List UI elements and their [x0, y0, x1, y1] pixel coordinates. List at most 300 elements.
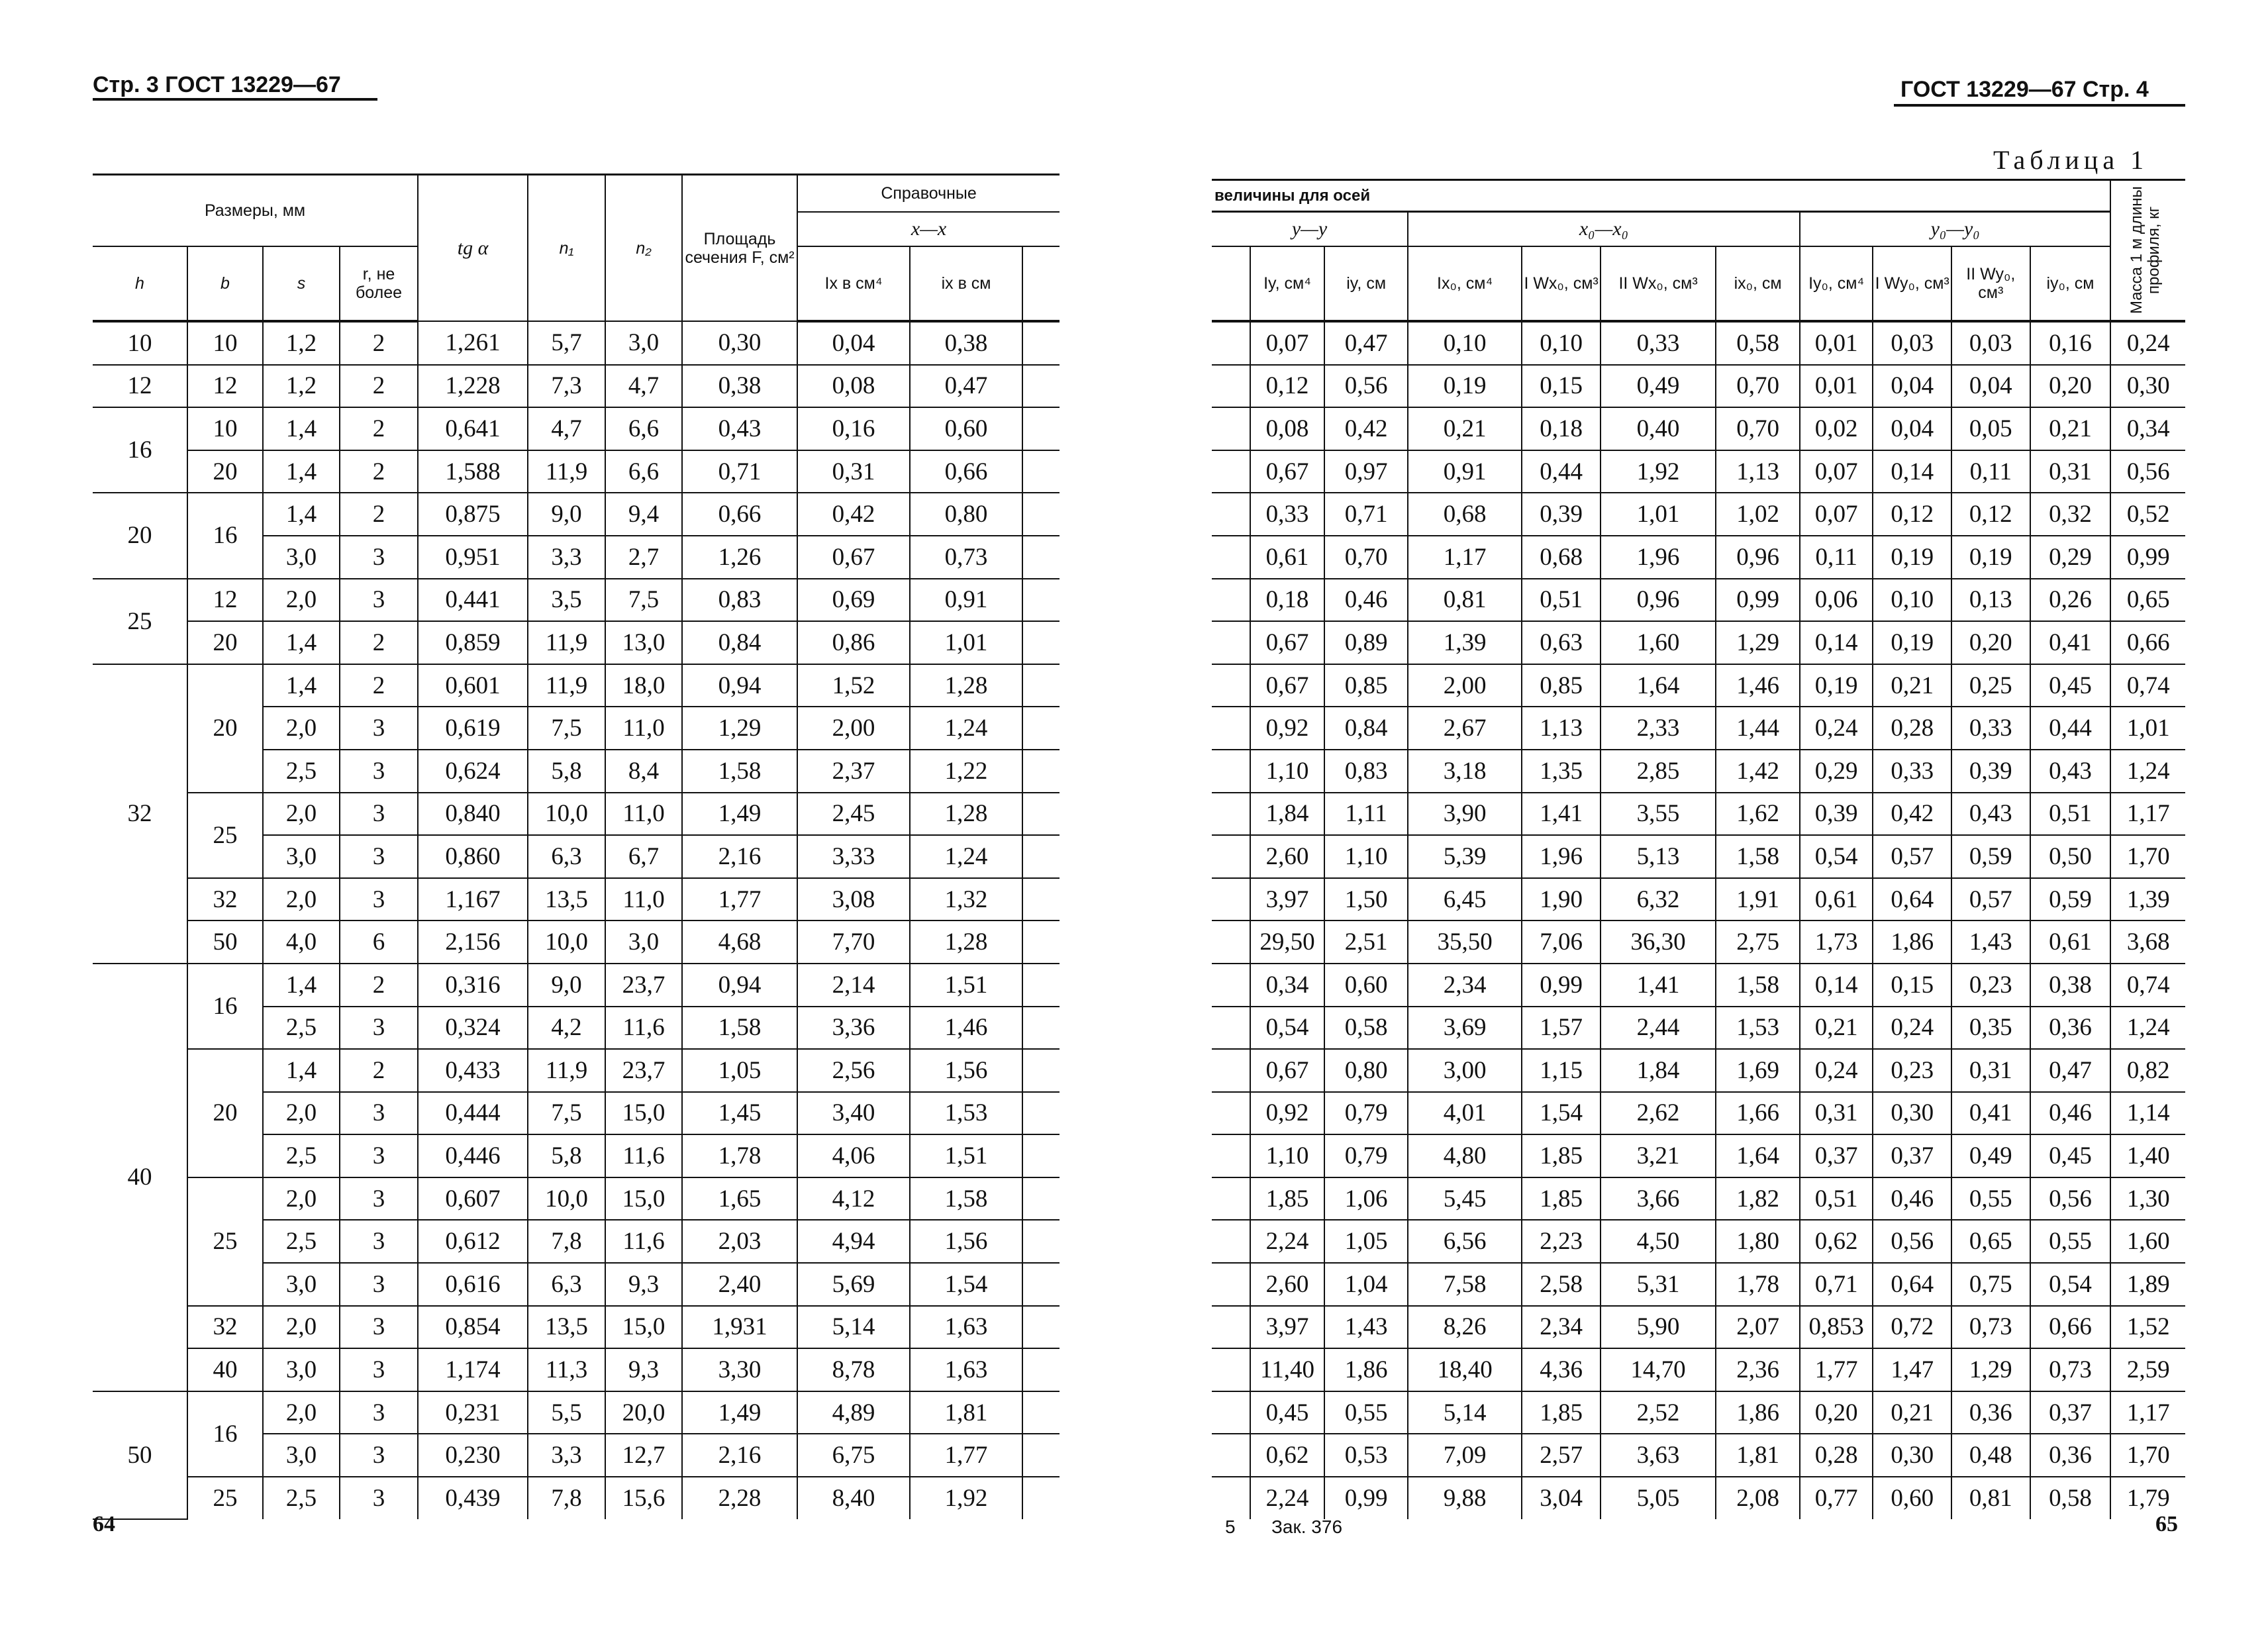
table-row	[1212, 407, 2185, 450]
cell-area: 0,66	[682, 493, 797, 536]
cell-ix0: 1,82	[1716, 1177, 1800, 1220]
cell-tga: 0,231	[418, 1391, 528, 1434]
cell-Ix: 0,16	[797, 407, 910, 450]
cell-blank	[1212, 493, 1250, 536]
table-row	[93, 964, 1060, 1007]
cell-r: 3	[340, 1348, 418, 1391]
table-row	[93, 321, 1060, 365]
table-row	[1212, 536, 2185, 579]
cell-tga: 0,607	[418, 1177, 528, 1220]
cell-iy: 0,53	[1324, 1434, 1408, 1477]
header-Wy0-I: I Wy₀, см³	[1873, 246, 1951, 321]
table-row	[93, 579, 1060, 622]
cell-s: 1,2	[263, 365, 340, 408]
cell-Ix: 5,14	[797, 1306, 910, 1349]
cell-blank	[1212, 1434, 1250, 1477]
cell-iy0: 0,55	[2030, 1220, 2111, 1263]
cell-Ix0: 5,45	[1408, 1177, 1522, 1220]
table-row	[1212, 1348, 2185, 1391]
cell-Ix: 4,94	[797, 1220, 910, 1263]
cell-mass: 0,74	[2110, 964, 2185, 1007]
cell-s: 2,0	[263, 1306, 340, 1349]
cell-iy0: 0,26	[2030, 579, 2111, 622]
cell-Ix0: 18,40	[1408, 1348, 1522, 1391]
table-row	[1212, 964, 2185, 1007]
cell-Wx0-I: 1,35	[1522, 750, 1601, 793]
header-h: h	[93, 246, 187, 321]
cell-Wy0-I: 0,23	[1873, 1049, 1951, 1092]
cell-Wy0-I: 0,30	[1873, 1434, 1951, 1477]
cell-Wy0-II: 0,19	[1951, 536, 2030, 579]
table-row	[93, 493, 1060, 536]
cell-s: 1,4	[263, 664, 340, 707]
cell-blank	[1212, 450, 1250, 493]
cell-Iy0: 0,14	[1800, 964, 1873, 1007]
table-row	[1212, 1220, 2185, 1263]
header-blank	[1022, 246, 1060, 321]
cell-Wy0-II: 0,59	[1951, 835, 2030, 878]
cell-Wy0-II: 0,12	[1951, 493, 2030, 536]
cell-h: 20	[93, 493, 187, 578]
cell-iy: 1,11	[1324, 793, 1408, 836]
cell-tga: 0,859	[418, 621, 528, 664]
cell-Ix: 3,40	[797, 1092, 910, 1135]
cell-b: 16	[187, 493, 263, 578]
cell-n1: 3,3	[528, 536, 605, 579]
cell-iy: 0,71	[1324, 493, 1408, 536]
cell-area: 2,16	[682, 1434, 797, 1477]
table-row	[93, 1049, 1060, 1092]
cell-Wy0-I: 0,28	[1873, 707, 1951, 750]
header-ix0: ix₀, см	[1716, 246, 1800, 321]
cell-iy: 0,97	[1324, 450, 1408, 493]
cell-Ix: 4,89	[797, 1391, 910, 1434]
cell-iy0: 0,21	[2030, 407, 2111, 450]
cell-iy0: 0,73	[2030, 1348, 2111, 1391]
cell-ix: 0,73	[910, 536, 1022, 579]
cell-area: 3,30	[682, 1348, 797, 1391]
cell-Iy0: 0,02	[1800, 407, 1873, 450]
cell-iy: 0,85	[1324, 664, 1408, 707]
cell-ix0: 1,78	[1716, 1263, 1800, 1306]
left-page-header: Стр. 3 ГОСТ 13229—67	[93, 72, 341, 97]
cell-iy: 0,79	[1324, 1092, 1408, 1135]
cell-iy0: 0,47	[2030, 1049, 2111, 1092]
cell-tga: 1,167	[418, 878, 528, 921]
cell-Wy0-I: 0,03	[1873, 321, 1951, 365]
cell-s: 2,0	[263, 1092, 340, 1135]
table-row	[1212, 1434, 2185, 1477]
header-y0y0-axis: y₀—y₀	[1800, 212, 2110, 247]
cell-blank	[1212, 1391, 1250, 1434]
cell-blank	[1022, 835, 1060, 878]
cell-Ix0: 0,10	[1408, 321, 1522, 365]
cell-Ix: 1,52	[797, 664, 910, 707]
cell-ix: 1,01	[910, 621, 1022, 664]
cell-iy0: 0,50	[2030, 835, 2111, 878]
cell-iy0: 0,56	[2030, 1177, 2111, 1220]
cell-n2: 15,0	[605, 1177, 682, 1220]
cell-area: 1,29	[682, 707, 797, 750]
cell-blank	[1212, 1007, 1250, 1050]
cell-ix: 1,63	[910, 1348, 1022, 1391]
cell-Wy0-II: 0,11	[1951, 450, 2030, 493]
cell-n2: 13,0	[605, 621, 682, 664]
cell-n2: 11,0	[605, 707, 682, 750]
cell-ix0: 1,86	[1716, 1391, 1800, 1434]
cell-n1: 7,3	[528, 365, 605, 408]
cell-area: 0,84	[682, 621, 797, 664]
table-row	[93, 793, 1060, 836]
cell-r: 3	[340, 536, 418, 579]
table-caption: Таблица 1	[1993, 145, 2149, 175]
cell-Iy: 2,24	[1250, 1220, 1325, 1263]
cell-Wx0-I: 3,04	[1522, 1477, 1601, 1519]
cell-mass: 0,66	[2110, 621, 2185, 664]
cell-h: 50	[93, 1391, 187, 1519]
cell-iy0: 0,38	[2030, 964, 2111, 1007]
table-row	[1212, 579, 2185, 622]
cell-blank	[1022, 921, 1060, 964]
cell-iy0: 0,58	[2030, 1477, 2111, 1519]
cell-blank	[1022, 1306, 1060, 1349]
table-row	[1212, 750, 2185, 793]
cell-iy: 1,43	[1324, 1306, 1408, 1349]
cell-h: 25	[93, 579, 187, 664]
cell-Ix0: 0,81	[1408, 579, 1522, 622]
cell-ix0: 0,96	[1716, 536, 1800, 579]
cell-Wy0-II: 0,39	[1951, 750, 2030, 793]
cell-s: 1,4	[263, 493, 340, 536]
cell-mass: 2,59	[2110, 1348, 2185, 1391]
cell-Ix0: 7,58	[1408, 1263, 1522, 1306]
cell-blank	[1022, 1348, 1060, 1391]
cell-Iy0: 0,20	[1800, 1391, 1873, 1434]
cell-tga: 0,446	[418, 1134, 528, 1177]
cell-iy: 0,55	[1324, 1391, 1408, 1434]
cell-area: 1,05	[682, 1049, 797, 1092]
cell-ix0: 2,08	[1716, 1477, 1800, 1519]
cell-n2: 6,7	[605, 835, 682, 878]
cell-iy: 1,06	[1324, 1177, 1408, 1220]
header-Wy0-II: II Wy₀, см³	[1951, 246, 2030, 321]
cell-blank	[1022, 450, 1060, 493]
table-row	[93, 1177, 1060, 1220]
cell-iy0: 0,54	[2030, 1263, 2111, 1306]
cell-mass: 1,24	[2110, 1007, 2185, 1050]
cell-Iy0: 0,29	[1800, 750, 1873, 793]
cell-mass: 0,65	[2110, 579, 2185, 622]
cell-Ix: 0,67	[797, 536, 910, 579]
cell-Wy0-II: 0,05	[1951, 407, 2030, 450]
cell-ix: 1,51	[910, 1134, 1022, 1177]
cell-s: 1,2	[263, 321, 340, 365]
cell-blank	[1022, 1134, 1060, 1177]
cell-Wx0-II: 2,62	[1601, 1092, 1716, 1135]
cell-Wy0-I: 0,42	[1873, 793, 1951, 836]
cell-ix0: 1,53	[1716, 1007, 1800, 1050]
cell-ix: 1,92	[910, 1477, 1022, 1519]
cell-Wy0-II: 0,81	[1951, 1477, 2030, 1519]
cell-blank	[1212, 321, 1250, 365]
cell-Wx0-I: 0,18	[1522, 407, 1601, 450]
cell-ix0: 1,69	[1716, 1049, 1800, 1092]
table-row	[93, 1348, 1060, 1391]
cell-ix0: 1,58	[1716, 835, 1800, 878]
cell-Wx0-I: 0,44	[1522, 450, 1601, 493]
cell-h: 32	[93, 664, 187, 964]
cell-Iy: 2,60	[1250, 835, 1325, 878]
cell-r: 3	[340, 878, 418, 921]
header-Wx0-I: I Wx₀, см³	[1522, 246, 1601, 321]
cell-Iy0: 0,24	[1800, 1049, 1873, 1092]
cell-Wy0-I: 0,64	[1873, 1263, 1951, 1306]
header-Iy: Iy, см⁴	[1250, 246, 1325, 321]
cell-iy0: 0,51	[2030, 793, 2111, 836]
header-blank-left	[1212, 246, 1250, 321]
cell-Wy0-I: 0,04	[1873, 365, 1951, 408]
cell-Wy0-II: 0,49	[1951, 1134, 2030, 1177]
cell-tga: 0,624	[418, 750, 528, 793]
cell-Iy0: 0,06	[1800, 579, 1873, 622]
cell-s: 1,4	[263, 407, 340, 450]
cell-Wx0-II: 5,31	[1601, 1263, 1716, 1306]
cell-Iy0: 0,28	[1800, 1434, 1873, 1477]
cell-blank	[1022, 365, 1060, 408]
cell-Wx0-II: 1,92	[1601, 450, 1716, 493]
cell-Ix0: 3,90	[1408, 793, 1522, 836]
cell-ix0: 1,80	[1716, 1220, 1800, 1263]
left-header-rule	[93, 98, 377, 101]
cell-Wy0-II: 1,29	[1951, 1348, 2030, 1391]
cell-ix: 0,80	[910, 493, 1022, 536]
cell-mass: 1,70	[2110, 1434, 2185, 1477]
cell-Wy0-I: 0,15	[1873, 964, 1951, 1007]
cell-Wx0-II: 0,40	[1601, 407, 1716, 450]
cell-Wy0-I: 0,56	[1873, 1220, 1951, 1263]
cell-b: 20	[187, 621, 263, 664]
cell-iy0: 0,46	[2030, 1092, 2111, 1135]
cell-Iy0: 0,01	[1800, 321, 1873, 365]
cell-blank	[1212, 407, 1250, 450]
cell-Ix: 3,36	[797, 1007, 910, 1050]
cell-area: 1,45	[682, 1092, 797, 1135]
cell-Wx0-I: 1,85	[1522, 1134, 1601, 1177]
cell-blank	[1022, 493, 1060, 536]
cell-Wy0-I: 0,64	[1873, 878, 1951, 921]
cell-iy: 0,80	[1324, 1049, 1408, 1092]
cell-area: 0,43	[682, 407, 797, 450]
cell-r: 3	[340, 835, 418, 878]
cell-iy0: 0,29	[2030, 536, 2111, 579]
cell-Wx0-I: 4,36	[1522, 1348, 1601, 1391]
table-row	[1212, 664, 2185, 707]
cell-iy: 0,99	[1324, 1477, 1408, 1519]
cell-area: 1,58	[682, 750, 797, 793]
cell-Ix0: 0,21	[1408, 407, 1522, 450]
cell-b: 12	[187, 579, 263, 622]
cell-tga: 0,612	[418, 1220, 528, 1263]
cell-Iy: 2,24	[1250, 1477, 1325, 1519]
cell-n2: 9,3	[605, 1348, 682, 1391]
cell-n2: 3,0	[605, 321, 682, 365]
cell-ix: 1,77	[910, 1434, 1022, 1477]
cell-iy0: 0,44	[2030, 707, 2111, 750]
cell-Iy: 0,67	[1250, 664, 1325, 707]
header-Wx0-II: II Wx₀, см³	[1601, 246, 1716, 321]
cell-r: 2	[340, 664, 418, 707]
cell-Iy: 0,54	[1250, 1007, 1325, 1050]
cell-ix0: 2,75	[1716, 921, 1800, 964]
cell-ix: 0,47	[910, 365, 1022, 408]
cell-Wx0-I: 0,39	[1522, 493, 1601, 536]
table-row	[1212, 321, 2185, 365]
cell-n2: 6,6	[605, 407, 682, 450]
cell-Ix0: 1,17	[1408, 536, 1522, 579]
cell-n1: 7,8	[528, 1220, 605, 1263]
cell-n2: 23,7	[605, 1049, 682, 1092]
cell-n1: 11,9	[528, 621, 605, 664]
cell-ix0: 1,58	[1716, 964, 1800, 1007]
cell-tga: 0,433	[418, 1049, 528, 1092]
table-row	[93, 407, 1060, 450]
cell-n1: 11,9	[528, 1049, 605, 1092]
cell-Wx0-II: 2,52	[1601, 1391, 1716, 1434]
cell-Iy0: 0,37	[1800, 1134, 1873, 1177]
cell-blank	[1212, 365, 1250, 408]
cell-Wx0-I: 1,85	[1522, 1177, 1601, 1220]
header-ix: ix в см	[910, 246, 1022, 321]
cell-blank	[1212, 621, 1250, 664]
cell-Iy: 0,62	[1250, 1434, 1325, 1477]
cell-iy: 0,56	[1324, 365, 1408, 408]
cell-Ix0: 0,19	[1408, 365, 1522, 408]
cell-blank	[1212, 1348, 1250, 1391]
cell-area: 0,83	[682, 579, 797, 622]
cell-Wx0-I: 0,10	[1522, 321, 1601, 365]
cell-Wx0-II: 2,85	[1601, 750, 1716, 793]
cell-Ix0: 8,26	[1408, 1306, 1522, 1349]
cell-ix0: 2,07	[1716, 1306, 1800, 1349]
cell-Wx0-I: 2,58	[1522, 1263, 1601, 1306]
cell-iy: 0,42	[1324, 407, 1408, 450]
cell-area: 2,03	[682, 1220, 797, 1263]
cell-Iy0: 0,31	[1800, 1092, 1873, 1135]
cell-iy0: 0,45	[2030, 664, 2111, 707]
cell-Iy0: 0,77	[1800, 1477, 1873, 1519]
cell-n1: 7,5	[528, 1092, 605, 1135]
cell-tga: 2,156	[418, 921, 528, 964]
cell-Wx0-I: 2,57	[1522, 1434, 1601, 1477]
cell-n2: 11,6	[605, 1007, 682, 1050]
cell-Wy0-II: 0,13	[1951, 579, 2030, 622]
cell-blank	[1022, 664, 1060, 707]
cell-Wx0-I: 0,15	[1522, 365, 1601, 408]
cell-tga: 0,860	[418, 835, 528, 878]
cell-tga: 0,616	[418, 1263, 528, 1306]
cell-ix: 0,60	[910, 407, 1022, 450]
cell-Iy0: 0,24	[1800, 707, 1873, 750]
cell-n1: 7,8	[528, 1477, 605, 1519]
cell-Wx0-II: 0,33	[1601, 321, 1716, 365]
cell-blank	[1212, 964, 1250, 1007]
cell-Iy: 3,97	[1250, 1306, 1325, 1349]
cell-n2: 7,5	[605, 579, 682, 622]
cell-r: 3	[340, 1263, 418, 1306]
table-row	[93, 1477, 1060, 1519]
cell-ix: 1,28	[910, 793, 1022, 836]
cell-Wy0-I: 0,21	[1873, 1391, 1951, 1434]
cell-Wy0-II: 0,43	[1951, 793, 2030, 836]
cell-mass: 1,40	[2110, 1134, 2185, 1177]
cell-s: 1,4	[263, 450, 340, 493]
cell-Wy0-I: 0,12	[1873, 493, 1951, 536]
cell-Wy0-I: 0,21	[1873, 664, 1951, 707]
right-page-number: 65	[2155, 1512, 2178, 1536]
cell-Wx0-I: 2,23	[1522, 1220, 1601, 1263]
cell-blank	[1212, 1220, 1250, 1263]
cell-Wy0-I: 0,24	[1873, 1007, 1951, 1050]
cell-ix0: 1,62	[1716, 793, 1800, 836]
cell-blank	[1022, 1391, 1060, 1434]
cell-ix0: 1,02	[1716, 493, 1800, 536]
cell-n1: 10,0	[528, 921, 605, 964]
cell-area: 2,40	[682, 1263, 797, 1306]
cell-Ix: 2,37	[797, 750, 910, 793]
cell-Ix0: 6,56	[1408, 1220, 1522, 1263]
cell-blank	[1022, 750, 1060, 793]
cell-s: 3,0	[263, 1263, 340, 1306]
cell-Wy0-II: 0,03	[1951, 321, 2030, 365]
cell-Iy: 0,45	[1250, 1391, 1325, 1434]
cell-n1: 5,7	[528, 321, 605, 365]
cell-Iy0: 0,71	[1800, 1263, 1873, 1306]
cell-Wy0-I: 0,30	[1873, 1092, 1951, 1135]
cell-area: 1,58	[682, 1007, 797, 1050]
table-row	[1212, 1092, 2185, 1135]
cell-Wx0-II: 0,49	[1601, 365, 1716, 408]
cell-r: 3	[340, 793, 418, 836]
table-row	[1212, 1477, 2185, 1519]
cell-Wx0-II: 5,90	[1601, 1306, 1716, 1349]
cell-Wx0-II: 6,32	[1601, 878, 1716, 921]
cell-Wy0-I: 0,46	[1873, 1177, 1951, 1220]
cell-Iy: 0,34	[1250, 964, 1325, 1007]
cell-Wx0-II: 0,96	[1601, 579, 1716, 622]
cell-n1: 3,3	[528, 1434, 605, 1477]
header-Iy0: Iy₀, см⁴	[1800, 246, 1873, 321]
cell-iy0: 0,36	[2030, 1007, 2111, 1050]
cell-b: 25	[187, 1477, 263, 1519]
cell-area: 1,931	[682, 1306, 797, 1349]
cell-n1: 3,5	[528, 579, 605, 622]
cell-area: 2,16	[682, 835, 797, 878]
cell-Wx0-II: 36,30	[1601, 921, 1716, 964]
cell-area: 1,77	[682, 878, 797, 921]
cell-n1: 5,8	[528, 1134, 605, 1177]
cell-Wy0-II: 0,23	[1951, 964, 2030, 1007]
cell-n2: 11,6	[605, 1220, 682, 1263]
cell-mass: 1,14	[2110, 1092, 2185, 1135]
cell-r: 2	[340, 493, 418, 536]
cell-n2: 11,0	[605, 878, 682, 921]
cell-s: 2,0	[263, 1177, 340, 1220]
cell-r: 3	[340, 1092, 418, 1135]
cell-area: 4,68	[682, 921, 797, 964]
cell-h: 40	[93, 964, 187, 1391]
cell-ix: 0,38	[910, 321, 1022, 365]
cell-Ix: 0,42	[797, 493, 910, 536]
